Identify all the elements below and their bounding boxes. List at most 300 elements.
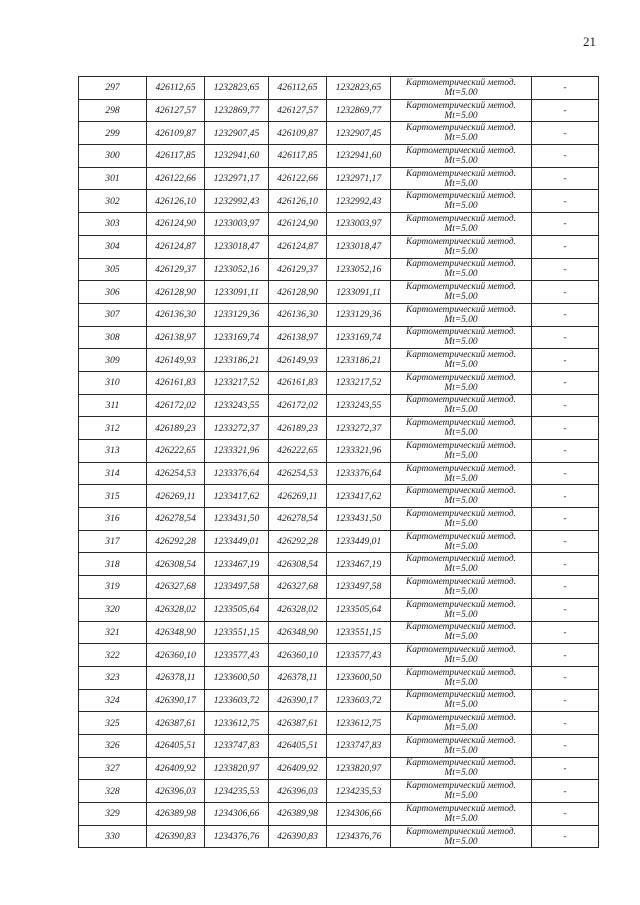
- method-label: Картометрический метод.: [406, 327, 516, 338]
- method-cell: [391, 349, 532, 372]
- table-row: [79, 145, 599, 168]
- x-old-cell: 426396,03: [147, 780, 205, 803]
- accuracy-label: Mt=5.00: [444, 110, 478, 121]
- x-old-cell: 426126,10: [147, 190, 205, 213]
- method-label: Картометрический метод.: [406, 372, 516, 383]
- x-old-cell: 426124,87: [147, 235, 205, 258]
- method-cell: [391, 77, 532, 100]
- note-cell: -: [532, 213, 599, 236]
- x-old-cell: 426278,54: [147, 508, 205, 531]
- accuracy-label: Mt=5.00: [444, 677, 478, 688]
- x-new-cell: 426109,87: [269, 122, 327, 145]
- point-number-cell: 309: [79, 349, 147, 372]
- note-cell: -: [532, 303, 599, 326]
- method-cell: [391, 394, 532, 417]
- method-cell: [391, 757, 532, 780]
- method-cell: [391, 553, 532, 576]
- table-row: [79, 281, 599, 304]
- method-cell: [391, 440, 532, 463]
- x-old-cell: 426138,97: [147, 326, 205, 349]
- point-number-cell: 312: [79, 417, 147, 440]
- table-row: [79, 666, 599, 689]
- table-body: [79, 77, 599, 848]
- table-row: [79, 190, 599, 213]
- table-row: [79, 235, 599, 258]
- x-old-cell: 426128,90: [147, 281, 205, 304]
- y-old-cell: 1233497,58: [205, 576, 269, 599]
- method-label: Картометрический метод.: [406, 645, 516, 656]
- point-number-cell: 315: [79, 485, 147, 508]
- y-old-cell: 1233600,50: [205, 666, 269, 689]
- y-new-cell: 1233018,47: [327, 235, 391, 258]
- point-number-cell: 310: [79, 371, 147, 394]
- table-row: [79, 780, 599, 803]
- y-new-cell: 1233052,16: [327, 258, 391, 281]
- method-cell: [391, 371, 532, 394]
- table-row: [79, 371, 599, 394]
- accuracy-label: Mt=5.00: [444, 246, 478, 257]
- y-old-cell: 1233577,43: [205, 644, 269, 667]
- y-old-cell: 1233169,74: [205, 326, 269, 349]
- note-cell: -: [532, 576, 599, 599]
- y-old-cell: 1233376,64: [205, 462, 269, 485]
- note-cell: -: [532, 371, 599, 394]
- method-cell: [391, 825, 532, 848]
- method-cell: [391, 666, 532, 689]
- method-cell: [391, 644, 532, 667]
- method-cell: [391, 145, 532, 168]
- y-old-cell: 1233091,11: [205, 281, 269, 304]
- accuracy-label: Mt=5.00: [444, 655, 478, 666]
- table-row: [79, 349, 599, 372]
- method-label: Картометрический метод.: [406, 599, 516, 610]
- y-new-cell: 1233186,21: [327, 349, 391, 372]
- x-old-cell: 426387,61: [147, 712, 205, 735]
- y-old-cell: 1233603,72: [205, 689, 269, 712]
- method-cell: [391, 326, 532, 349]
- y-new-cell: 1233612,75: [327, 712, 391, 735]
- y-old-cell: 1233431,50: [205, 508, 269, 531]
- x-old-cell: 426172,02: [147, 394, 205, 417]
- y-new-cell: 1234306,66: [327, 803, 391, 826]
- table-row: [79, 213, 599, 236]
- x-old-cell: 426409,92: [147, 757, 205, 780]
- x-old-cell: 426378,11: [147, 666, 205, 689]
- x-new-cell: 426138,97: [269, 326, 327, 349]
- x-old-cell: 426112,65: [147, 77, 205, 100]
- method-cell: [391, 462, 532, 485]
- note-cell: -: [532, 553, 599, 576]
- point-number-cell: 325: [79, 712, 147, 735]
- method-cell: [391, 258, 532, 281]
- method-label: Картометрический метод.: [406, 781, 516, 792]
- x-old-cell: 426122,66: [147, 167, 205, 190]
- y-old-cell: 1233243,55: [205, 394, 269, 417]
- note-cell: -: [532, 349, 599, 372]
- method-cell: [391, 803, 532, 826]
- point-number-cell: 303: [79, 213, 147, 236]
- accuracy-label: Mt=5.00: [444, 450, 478, 461]
- x-new-cell: 426390,83: [269, 825, 327, 848]
- x-new-cell: 426378,11: [269, 666, 327, 689]
- point-number-cell: 313: [79, 440, 147, 463]
- note-cell: -: [532, 235, 599, 258]
- x-new-cell: 426387,61: [269, 712, 327, 735]
- point-number-cell: 301: [79, 167, 147, 190]
- method-cell: [391, 712, 532, 735]
- y-old-cell: 1233551,15: [205, 621, 269, 644]
- y-new-cell: 1233417,62: [327, 485, 391, 508]
- note-cell: -: [532, 621, 599, 644]
- point-number-cell: 311: [79, 394, 147, 417]
- table-row: [79, 803, 599, 826]
- y-old-cell: 1233612,75: [205, 712, 269, 735]
- method-label: Картометрический метод.: [406, 259, 516, 270]
- note-cell: -: [532, 508, 599, 531]
- point-number-cell: 307: [79, 303, 147, 326]
- y-old-cell: 1232869,77: [205, 99, 269, 122]
- y-new-cell: 1233449,01: [327, 530, 391, 553]
- accuracy-label: Mt=5.00: [444, 632, 478, 643]
- y-new-cell: 1232941,60: [327, 145, 391, 168]
- accuracy-label: Mt=5.00: [444, 155, 478, 166]
- note-cell: -: [532, 326, 599, 349]
- note-cell: -: [532, 462, 599, 485]
- x-old-cell: 426390,17: [147, 689, 205, 712]
- method-cell: [391, 122, 532, 145]
- y-new-cell: 1233169,74: [327, 326, 391, 349]
- y-old-cell: 1232992,43: [205, 190, 269, 213]
- point-number-cell: 297: [79, 77, 147, 100]
- x-new-cell: 426396,03: [269, 780, 327, 803]
- table-row: [79, 303, 599, 326]
- method-label: Картометрический метод.: [406, 622, 516, 633]
- note-cell: -: [532, 803, 599, 826]
- accuracy-label: Mt=5.00: [444, 178, 478, 189]
- x-new-cell: 426278,54: [269, 508, 327, 531]
- y-new-cell: 1233376,64: [327, 462, 391, 485]
- accuracy-label: Mt=5.00: [444, 791, 478, 802]
- method-cell: [391, 190, 532, 213]
- y-new-cell: 1233747,83: [327, 734, 391, 757]
- y-new-cell: 1233603,72: [327, 689, 391, 712]
- y-old-cell: 1233018,47: [205, 235, 269, 258]
- table-row: [79, 644, 599, 667]
- point-number-cell: 320: [79, 598, 147, 621]
- method-cell: [391, 99, 532, 122]
- table-row: [79, 734, 599, 757]
- y-old-cell: 1233467,19: [205, 553, 269, 576]
- table-row: [79, 122, 599, 145]
- y-old-cell: 1232941,60: [205, 145, 269, 168]
- note-cell: -: [532, 485, 599, 508]
- y-old-cell: 1232971,17: [205, 167, 269, 190]
- y-new-cell: 1233243,55: [327, 394, 391, 417]
- y-new-cell: 1233217,52: [327, 371, 391, 394]
- y-new-cell: 1233129,36: [327, 303, 391, 326]
- method-cell: [391, 485, 532, 508]
- note-cell: -: [532, 417, 599, 440]
- note-cell: -: [532, 666, 599, 689]
- table-row: [79, 757, 599, 780]
- x-new-cell: 426124,90: [269, 213, 327, 236]
- note-cell: -: [532, 281, 599, 304]
- note-cell: -: [532, 122, 599, 145]
- accuracy-label: Mt=5.00: [444, 836, 478, 847]
- note-cell: -: [532, 825, 599, 848]
- x-old-cell: 426254,53: [147, 462, 205, 485]
- note-cell: -: [532, 689, 599, 712]
- y-new-cell: 1233600,50: [327, 666, 391, 689]
- method-label: Картометрический метод.: [406, 554, 516, 565]
- accuracy-label: Mt=5.00: [444, 223, 478, 234]
- method-cell: [391, 235, 532, 258]
- method-label: Картометрический метод.: [406, 667, 516, 678]
- x-new-cell: 426328,02: [269, 598, 327, 621]
- point-number-cell: 321: [79, 621, 147, 644]
- point-number-cell: 316: [79, 508, 147, 531]
- table-row: [79, 462, 599, 485]
- method-cell: [391, 530, 532, 553]
- coordinates-table: [78, 76, 599, 848]
- method-label: Картометрический метод.: [406, 576, 516, 587]
- y-new-cell: 1232971,17: [327, 167, 391, 190]
- point-number-cell: 300: [79, 145, 147, 168]
- x-old-cell: 426127,57: [147, 99, 205, 122]
- method-label: Картометрический метод.: [406, 77, 516, 88]
- note-cell: -: [532, 77, 599, 100]
- point-number-cell: 319: [79, 576, 147, 599]
- y-old-cell: 1233747,83: [205, 734, 269, 757]
- y-old-cell: 1234235,53: [205, 780, 269, 803]
- accuracy-label: Mt=5.00: [444, 586, 478, 597]
- note-cell: -: [532, 145, 599, 168]
- x-old-cell: 426389,98: [147, 803, 205, 826]
- x-new-cell: 426126,10: [269, 190, 327, 213]
- method-label: Картометрический метод.: [406, 191, 516, 202]
- x-old-cell: 426360,10: [147, 644, 205, 667]
- y-old-cell: 1234306,66: [205, 803, 269, 826]
- method-cell: [391, 303, 532, 326]
- x-old-cell: 426390,83: [147, 825, 205, 848]
- table-row: [79, 621, 599, 644]
- x-old-cell: 426405,51: [147, 734, 205, 757]
- note-cell: -: [532, 99, 599, 122]
- method-cell: [391, 780, 532, 803]
- method-label: Картометрический метод.: [406, 123, 516, 134]
- method-cell: [391, 576, 532, 599]
- note-cell: -: [532, 190, 599, 213]
- accuracy-label: Mt=5.00: [444, 314, 478, 325]
- accuracy-label: Mt=5.00: [444, 541, 478, 552]
- point-number-cell: 314: [79, 462, 147, 485]
- accuracy-label: Mt=5.00: [444, 518, 478, 529]
- page-number: 21: [583, 34, 596, 49]
- x-old-cell: 426327,68: [147, 576, 205, 599]
- x-new-cell: 426129,37: [269, 258, 327, 281]
- y-new-cell: 1232869,77: [327, 99, 391, 122]
- method-label: Картометрический метод.: [406, 418, 516, 429]
- accuracy-label: Mt=5.00: [444, 473, 478, 484]
- x-new-cell: 426409,92: [269, 757, 327, 780]
- accuracy-label: Mt=5.00: [444, 768, 478, 779]
- note-cell: -: [532, 734, 599, 757]
- x-new-cell: 426122,66: [269, 167, 327, 190]
- x-new-cell: 426308,54: [269, 553, 327, 576]
- method-label: Картометрический метод.: [406, 100, 516, 111]
- table-row: [79, 258, 599, 281]
- x-new-cell: 426172,02: [269, 394, 327, 417]
- point-number-cell: 324: [79, 689, 147, 712]
- point-number-cell: 326: [79, 734, 147, 757]
- x-new-cell: 426124,87: [269, 235, 327, 258]
- point-number-cell: 327: [79, 757, 147, 780]
- point-number-cell: 306: [79, 281, 147, 304]
- x-new-cell: 426327,68: [269, 576, 327, 599]
- table-row: [79, 167, 599, 190]
- x-new-cell: 426390,17: [269, 689, 327, 712]
- point-number-cell: 318: [79, 553, 147, 576]
- x-old-cell: 426328,02: [147, 598, 205, 621]
- accuracy-label: Mt=5.00: [444, 609, 478, 620]
- y-old-cell: 1233505,64: [205, 598, 269, 621]
- accuracy-label: Mt=5.00: [444, 564, 478, 575]
- x-new-cell: 426189,23: [269, 417, 327, 440]
- y-new-cell: 1233321,96: [327, 440, 391, 463]
- point-number-cell: 330: [79, 825, 147, 848]
- method-label: Картометрический метод.: [406, 463, 516, 474]
- x-new-cell: 426405,51: [269, 734, 327, 757]
- y-old-cell: 1233129,36: [205, 303, 269, 326]
- x-old-cell: 426109,87: [147, 122, 205, 145]
- point-number-cell: 302: [79, 190, 147, 213]
- method-cell: [391, 213, 532, 236]
- y-old-cell: 1233052,16: [205, 258, 269, 281]
- y-new-cell: 1233272,37: [327, 417, 391, 440]
- y-new-cell: 1232992,43: [327, 190, 391, 213]
- note-cell: -: [532, 780, 599, 803]
- x-new-cell: 426389,98: [269, 803, 327, 826]
- y-new-cell: 1233497,58: [327, 576, 391, 599]
- method-cell: [391, 689, 532, 712]
- table-row: [79, 440, 599, 463]
- point-number-cell: 299: [79, 122, 147, 145]
- note-cell: -: [532, 530, 599, 553]
- point-number-cell: 304: [79, 235, 147, 258]
- note-cell: -: [532, 712, 599, 735]
- x-old-cell: 426149,93: [147, 349, 205, 372]
- x-new-cell: 426117,85: [269, 145, 327, 168]
- method-label: Картометрический метод.: [406, 713, 516, 724]
- table-row: [79, 825, 599, 848]
- x-old-cell: 426129,37: [147, 258, 205, 281]
- x-new-cell: 426292,28: [269, 530, 327, 553]
- accuracy-label: Mt=5.00: [444, 133, 478, 144]
- method-cell: [391, 281, 532, 304]
- y-new-cell: 1233003,97: [327, 213, 391, 236]
- accuracy-label: Mt=5.00: [444, 337, 478, 348]
- method-label: Картометрический метод.: [406, 690, 516, 701]
- note-cell: -: [532, 258, 599, 281]
- note-cell: -: [532, 598, 599, 621]
- method-cell: [391, 734, 532, 757]
- y-old-cell: 1233186,21: [205, 349, 269, 372]
- point-number-cell: 317: [79, 530, 147, 553]
- x-new-cell: 426254,53: [269, 462, 327, 485]
- x-old-cell: 426136,30: [147, 303, 205, 326]
- x-new-cell: 426161,83: [269, 371, 327, 394]
- table-row: [79, 576, 599, 599]
- method-label: Картометрический метод.: [406, 735, 516, 746]
- y-new-cell: 1232907,45: [327, 122, 391, 145]
- x-old-cell: 426222,65: [147, 440, 205, 463]
- y-new-cell: 1234235,53: [327, 780, 391, 803]
- method-cell: [391, 508, 532, 531]
- x-old-cell: 426161,83: [147, 371, 205, 394]
- x-old-cell: 426124,90: [147, 213, 205, 236]
- y-old-cell: 1234376,76: [205, 825, 269, 848]
- method-label: Картометрический метод.: [406, 826, 516, 837]
- x-new-cell: 426222,65: [269, 440, 327, 463]
- note-cell: -: [532, 440, 599, 463]
- y-old-cell: 1233272,37: [205, 417, 269, 440]
- y-new-cell: 1234376,76: [327, 825, 391, 848]
- y-new-cell: 1232823,65: [327, 77, 391, 100]
- x-new-cell: 426348,90: [269, 621, 327, 644]
- accuracy-label: Mt=5.00: [444, 382, 478, 393]
- x-old-cell: 426348,90: [147, 621, 205, 644]
- note-cell: -: [532, 757, 599, 780]
- table-row: [79, 508, 599, 531]
- x-new-cell: 426149,93: [269, 349, 327, 372]
- accuracy-label: Mt=5.00: [444, 269, 478, 280]
- method-label: Картометрический метод.: [406, 145, 516, 156]
- y-new-cell: 1233820,97: [327, 757, 391, 780]
- accuracy-label: Mt=5.00: [444, 745, 478, 756]
- method-label: Картометрический метод.: [406, 758, 516, 769]
- x-old-cell: 426117,85: [147, 145, 205, 168]
- accuracy-label: Mt=5.00: [444, 201, 478, 212]
- y-old-cell: 1233217,52: [205, 371, 269, 394]
- table-row: [79, 598, 599, 621]
- y-old-cell: 1233417,62: [205, 485, 269, 508]
- method-label: Картометрический метод.: [406, 304, 516, 315]
- note-cell: -: [532, 167, 599, 190]
- method-label: Картометрический метод.: [406, 440, 516, 451]
- x-old-cell: 426189,23: [147, 417, 205, 440]
- accuracy-label: Mt=5.00: [444, 700, 478, 711]
- x-new-cell: 426269,11: [269, 485, 327, 508]
- x-new-cell: 426128,90: [269, 281, 327, 304]
- y-new-cell: 1233091,11: [327, 281, 391, 304]
- x-old-cell: 426292,28: [147, 530, 205, 553]
- point-number-cell: 323: [79, 666, 147, 689]
- point-number-cell: 329: [79, 803, 147, 826]
- y-old-cell: 1233449,01: [205, 530, 269, 553]
- x-new-cell: 426127,57: [269, 99, 327, 122]
- y-new-cell: 1233505,64: [327, 598, 391, 621]
- method-label: Картометрический метод.: [406, 213, 516, 224]
- accuracy-label: Mt=5.00: [444, 360, 478, 371]
- accuracy-label: Mt=5.00: [444, 87, 478, 98]
- table-row: [79, 712, 599, 735]
- y-old-cell: 1232907,45: [205, 122, 269, 145]
- y-old-cell: 1233820,97: [205, 757, 269, 780]
- accuracy-label: Mt=5.00: [444, 405, 478, 416]
- table-row: [79, 553, 599, 576]
- y-old-cell: 1232823,65: [205, 77, 269, 100]
- method-cell: [391, 621, 532, 644]
